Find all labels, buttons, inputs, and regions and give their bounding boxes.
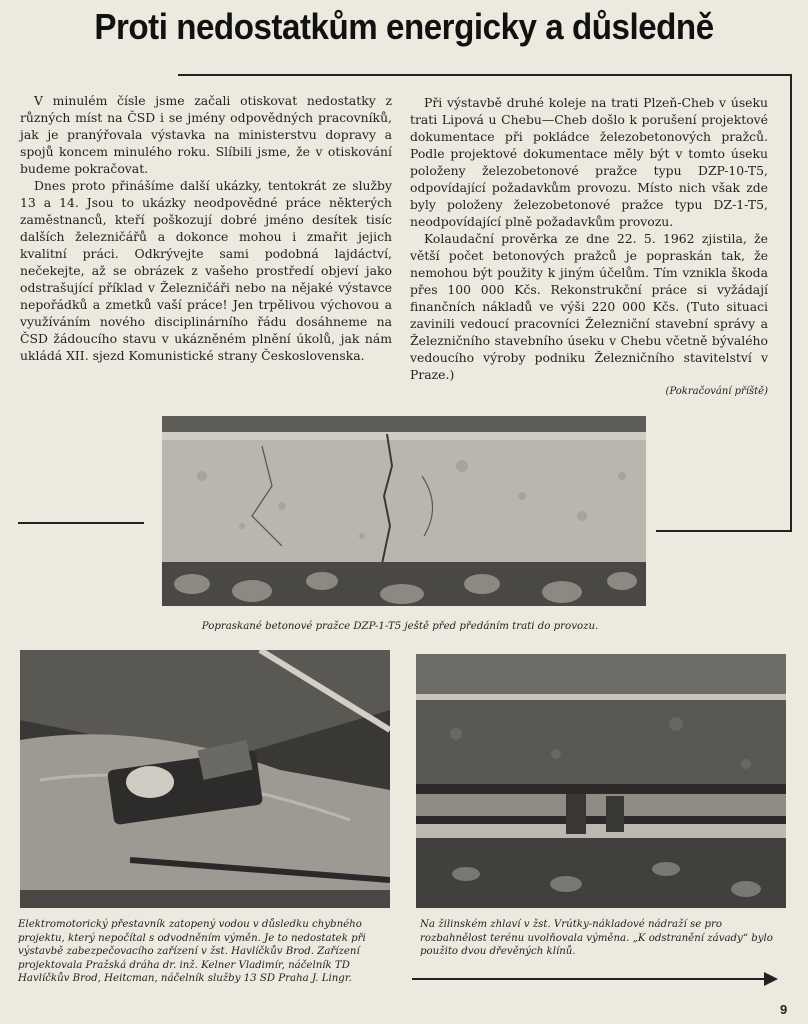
continuation-arrow-icon (764, 972, 778, 986)
page-headline: Proti nedostatkům energicky a důsledně (94, 6, 714, 47)
caption-left-photo: Elektromotorický přestavník zatopený vodou v důsledku chybného projektu, který nepočítal s odvodněním výměn. Je to nedostatek při výstavbě zabezpečovacího zařízení v žst. Havlíčkův Brod. Zařízení projektovala Pražská dráha dr. inž. Kelner Vladimír, náčelník TD Havlíčkův Brod, Heitcman, náčelník služby 13 SD Praha J. Lingr. (18, 919, 366, 984)
page-number: 9 (780, 1002, 788, 1017)
continued-note: (Pokračování příště) (665, 386, 768, 397)
frame-rule-left (18, 522, 144, 524)
photo-cracked-sleeper (162, 416, 646, 606)
caption-main-photo: Popraskané betonové pražce DZP-1-T5 ještě před předáním trati do provozu. (201, 621, 599, 632)
article-right-column (410, 94, 768, 400)
photo-rail-wedges (416, 654, 786, 908)
article-left-column (20, 92, 392, 364)
continuation-arrow-line (412, 978, 766, 980)
paragraph: V minulém čísle jsme začali otiskovat nedostatky z různých míst na ČSD i se jmény odpovědných pracovníků, jak je pranýřovala výstavka na ministerstvu dopravy a spojů koncem minulého roku. Slíbili jsme, že v otiskování budeme pokračovat. (20, 93, 392, 176)
paragraph: Dnes proto přinášíme další ukázky, tentokrát ze služby 13 a 14. Jsou to ukázky neodpovědné práce některých zaměstnanců, kteří poškozují dobré jméno desítek tisíc dalších železničářů a dokonce mohou i zmařit jejich kvalitní práci. Odkrývejte sami podobná lajdáctví, nečekejte, až se obrázek z vašeho prostředí objeví jako odstrašující příklad v Železničáři nebo na nějaké výstavce nepořádků a zmetků vaší práce! Jen trpělivou výchovou a využíváním nového disciplinárního řádu dosáhneme na ČSD žádoucího stavu v ukázněném plnění úkolů, jak nám ukládá XII. sjezd Komunistické strany Československa. (20, 178, 392, 363)
caption-right-photo: Na žilinském zhlaví v žst. Vrútky-nákladové nádraží se pro rozbahnělost terénu uvolňovala výměna. „K odstranění závady“ bylo použito dvou dřevěných klínů. (420, 919, 773, 957)
paragraph: Při výstavbě druhé koleje na trati Plzeň-Cheb v úseku trati Lipová u Chebu—Cheb došlo k porušení projektové dokumentace při pokládce železobetonových pražců. Podle projektové dokumentace měly být v tomto úseku položeny železobetonové pražce typu DZP-10-T5, odpovídající požadavkům provozu. Místo nich však zde byly položeny železobetonové pražce typu DZ-1-T5, neodpovídající plně požadavkům provozu. (410, 95, 768, 229)
frame-rule-right (790, 74, 792, 532)
photo-flooded-switch (20, 650, 390, 908)
paragraph: Kolaudační prověrka ze dne 22. 5. 1962 zjistila, že větší počet betonových pražců je popraskán tak, že nemohou být použity k jiným účelům. Tím vznikla škoda přes 100 000 Kčs. Rekonstrukční práce si vyžádají finančních nákladů ve výši 220 000 Kčs. (Tuto situaci zavinili vedoucí pracovníci Železniční stavební správy a Železničního stavebního úseku v Chebu včetně bývalého vedoucího výroby podniku Železničního stavitelství v Praze.) (410, 231, 768, 382)
frame-rule-bottom (656, 530, 792, 532)
frame-rule-top (178, 74, 792, 76)
